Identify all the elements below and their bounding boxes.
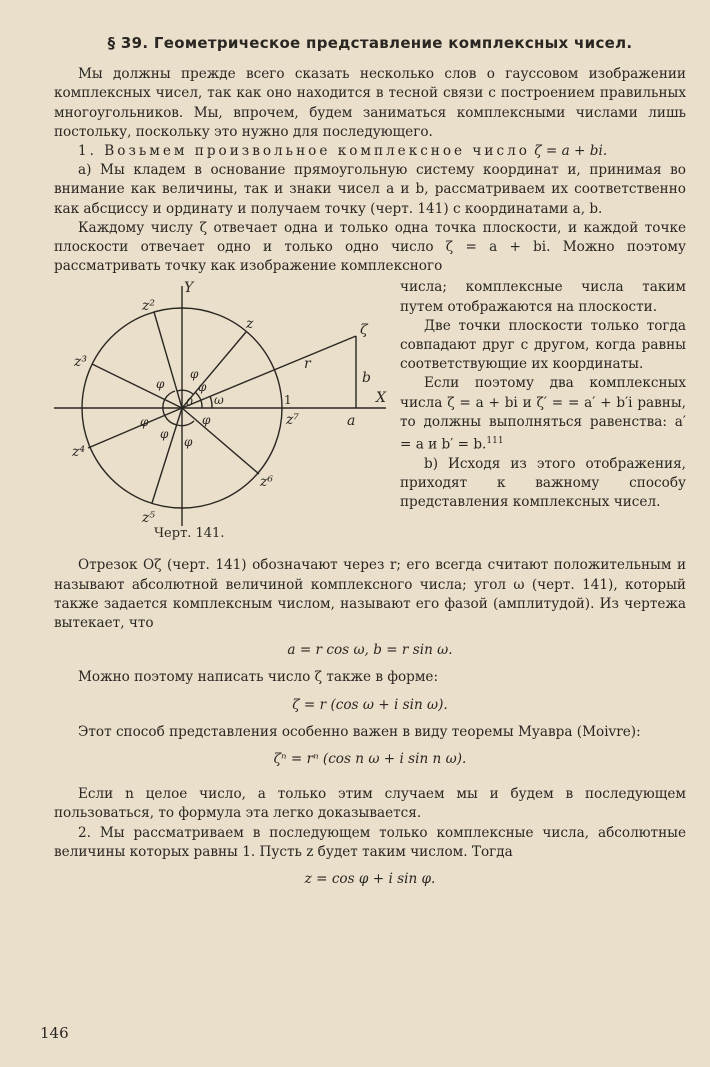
zeta-label: ζ bbox=[360, 322, 368, 339]
phi-label-5: φ bbox=[160, 427, 169, 442]
side-paragraph-1: числа; комплексные числа таким путем отображаются на плоскости. bbox=[400, 279, 686, 315]
z4-label: z⁴ bbox=[72, 444, 85, 461]
x-axis-label: X bbox=[376, 390, 386, 407]
item-1a-paragraph: а) Мы кладем в основание прямоугольную систему координат и, принимая во внимание как величины, так и знаки чисел a и b, рассматриваем их соответственно как абсциссу и ординату и получаем точку (черт. 141) с координатами a, b. bbox=[54, 162, 686, 217]
z6-label: z⁶ bbox=[260, 474, 273, 491]
phi-label-6: φ bbox=[184, 435, 193, 450]
item-1 bbox=[54, 142, 686, 161]
figure-141-diagram bbox=[34, 278, 394, 528]
formula-z: z = cos φ + i sin φ. bbox=[304, 871, 436, 888]
side-paragraph-3 bbox=[400, 374, 686, 454]
z7-label: z⁷ bbox=[286, 412, 299, 429]
z3-label: z³ bbox=[74, 354, 87, 371]
paragraph-integer-n: Если n целое число, а только этим случаем мы и будем в последующем пользоваться, то формула эта легко доказывается. bbox=[54, 786, 686, 822]
z2-label: z² bbox=[142, 298, 155, 315]
intro-paragraph: Мы должны прежде всего сказать несколько слов о гауссовом изображении комплексных чисел, так как оно находится в тесной связи с построением правильных многоугольников. Мы, впрочем, будем заниматься комплексными числами лишь постольку, поскольку это нужно для последующего. bbox=[54, 66, 686, 140]
y-axis-label: Y bbox=[184, 280, 194, 297]
omega-label: ω bbox=[214, 393, 224, 408]
b-label: b bbox=[362, 370, 371, 387]
phi-label-7: φ bbox=[202, 413, 211, 428]
phi-label-2: φ bbox=[190, 367, 199, 382]
a-label: a bbox=[347, 413, 356, 430]
z5-label: z⁵ bbox=[142, 510, 155, 527]
item-1-expr: ζ = a + bi. bbox=[534, 143, 608, 160]
footnote-ref: 111 bbox=[486, 436, 504, 447]
page-content bbox=[54, 34, 686, 897]
figure-141 bbox=[54, 278, 394, 556]
figure-caption: Черт. 141. bbox=[154, 526, 225, 542]
side-paragraph-2: Две точки плоскости только тогда совпадают друг с другом, когда равны соответствующие их координаты. bbox=[400, 317, 686, 373]
item-1-lead: 1. Возьмем произвольное комплексное число bbox=[78, 143, 530, 160]
formula-zeta: ζ = r (cos ω + i sin ω). bbox=[292, 696, 448, 713]
phi-label-1: φ bbox=[198, 380, 207, 395]
side-paragraph-4: b) Исходя из этого отображения, приходят к важному способу представления комплексных чисел. bbox=[400, 455, 686, 511]
formula-a-b: a = r cos ω, b = r sin ω. bbox=[287, 642, 453, 659]
section-heading: § 39. Геометрическое представление комплексных чисел. bbox=[107, 34, 633, 52]
page-number: 146 bbox=[40, 1024, 69, 1042]
paragraph-item-2: 2. Мы рассматриваем в последующем только комплексные числа, абсолютные величины которых равны 1. Пусть z будет таким числом. Тогда bbox=[54, 824, 686, 860]
paragraph-segment: Отрезок Oζ (черт. 141) обозначают через r; его всегда считают положительным и называют абсолютной величиной комплексного числа; угол ω (черт. 141), который также задается комплексным числом, называют его фазой (амплитудой). Из чертежа вытекает, что bbox=[54, 557, 686, 632]
origin-label: 0 bbox=[186, 396, 193, 410]
side-text bbox=[394, 278, 686, 556]
figure-block bbox=[54, 278, 686, 556]
one-label: 1 bbox=[284, 393, 292, 408]
paragraph-moivre: Этот способ представления особенно важен в виду теоремы Муавра (Moivre): bbox=[78, 723, 641, 740]
z1-label: z bbox=[246, 316, 254, 333]
side-paragraph-3-text: Если поэтому два комплексных числа ζ = a + bi и ζ′ = = a′ + b′i равны, то должны выполняться равенства: a′ = a и b′ = b. bbox=[400, 375, 686, 453]
phi-label-4: φ bbox=[140, 415, 149, 430]
paragraph-each-number: Каждому числу ζ отвечает одна и только одна точка плоскости, и каждой точке плоскости отвечает одно и только одно число ζ = a + bi. Можно поэтому рассматривать точку как изображение комплексного bbox=[54, 219, 686, 275]
r-label: r bbox=[304, 356, 311, 373]
phi-label-3: φ bbox=[156, 377, 165, 392]
formula-moivre: ζⁿ = rⁿ (cos n ω + i sin n ω). bbox=[273, 751, 467, 768]
paragraph-write-form: Можно поэтому написать число ζ также в форме: bbox=[78, 669, 439, 686]
